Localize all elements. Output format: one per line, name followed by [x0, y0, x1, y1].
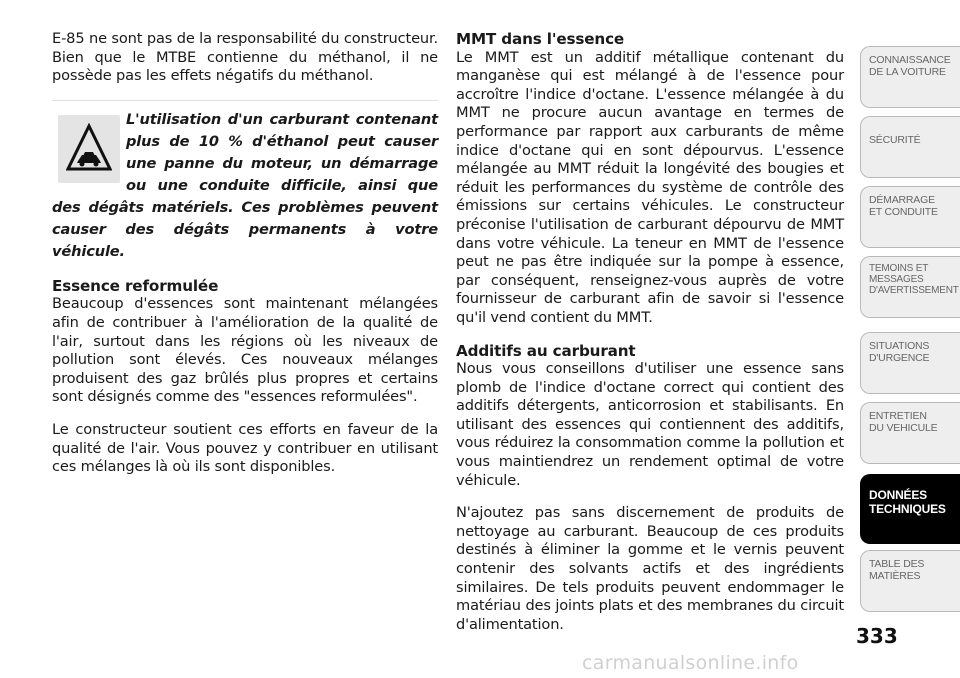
tab-connaissance[interactable]	[860, 46, 960, 108]
warning-text: L'utilisation d'un carburant contenant plus de 10 % d'éthanol peut causer une panne du moteur, un démarrage ou une conduite difficile, ainsi que des dégâts matériels. Ces problèmes peuvent causer des dégâts permanents à votre véhicule.	[52, 110, 438, 260]
section-title-reformulated: Essence reformulée	[52, 276, 219, 295]
tab-label: TEMOINS ET	[869, 263, 929, 274]
section-paragraph: Beaucoup d'essences sont maintenant mélangées afin de contribuer à l'amélioration de la qualité de l'air, surtout dans les régions où les niveaux de pollution sont élevés. Ces nouveaux mélanges produisent des gaz brûlés plus propres et certains sont désignés comme des "essences reformulées".	[52, 295, 438, 406]
tab-label: SÉCURITÉ	[869, 134, 921, 146]
tab-label: TABLE DES	[869, 558, 925, 570]
tab-donnees-techniques[interactable]	[860, 474, 960, 544]
tab-label: DÉMARRAGE	[869, 194, 935, 206]
page-number: 333	[856, 624, 898, 648]
tab-label: ENTRETIEN	[869, 410, 927, 422]
tab-securite[interactable]	[860, 116, 960, 178]
tab-label: D'URGENCE	[869, 351, 930, 364]
tab-entretien[interactable]	[860, 402, 960, 464]
warning-triangle-car-icon	[58, 115, 120, 183]
tab-label: ET CONDUITE	[869, 205, 938, 218]
tab-label: MATIÈRES	[869, 569, 921, 582]
tab-label: DU VEHICULE	[869, 421, 938, 434]
section-paragraph: Nous vous conseillons d'utiliser une essence sans plomb de l'indice d'octane correct qui contient des additifs détergents, anticorrosion et stabilisants. En utilisant des essences qui contiennent des additifs, vous réduirez la consommation comme la pollution et vous maintiendrez un rendement optimal de votre véhicule.	[456, 360, 844, 489]
warning-box	[52, 100, 438, 263]
tab-label: TECHNIQUES	[869, 501, 946, 516]
tab-label: DONNÉES	[869, 488, 927, 502]
tab-label: DE LA VOITURE	[869, 65, 946, 78]
tab-temoins[interactable]	[860, 256, 960, 318]
chapter-tabs	[850, 0, 960, 678]
left-column	[52, 30, 438, 491]
tab-label: CONNAISSANCE	[869, 54, 951, 66]
section-paragraph: Le MMT est un additif métallique contenant du manganèse qui est mélangé à de l'essence pour accroître l'indice d'octane. L'essence mélangée à du MMT ne procure aucun avantage en termes de performance par rapport aux carburants de même indice d'octane qui en sont dépourvus. L'essence mélangée au MMT réduit la longévité des bougies et réduit les performances du système de contrôle des émissions sur certains véhicules. Le constructeur préconise l'utilisation de carburant dépourvu de MMT dans votre véhicule. La teneur en MMT de l'essence peut ne pas être indiquée sur la pompe à essence, par conséquent, renseignez-vous auprès de votre fournisseur de carburant afin de savoir si l'essence qu'il vend contient du MMT.	[456, 48, 844, 326]
tab-table-des-matieres[interactable]	[860, 550, 960, 612]
section-title-mmt: MMT dans l'essence	[456, 30, 625, 48]
watermark-text: carmanualsonline.info	[582, 652, 799, 674]
tab-label: D'AVERTISSEMENT	[869, 285, 959, 296]
tab-demarrage[interactable]	[860, 186, 960, 248]
intro-paragraph: E-85 ne sont pas de la responsabilité du constructeur. Bien que le MTBE contienne du méthanol, il ne possède pas les effets négatifs du méthanol.	[52, 30, 438, 85]
right-column	[456, 30, 844, 648]
section-paragraph: Le constructeur soutient ces efforts en faveur de la qualité de l'air. Vous pouvez y contribuer en utilisant ces mélanges là où ils sont disponibles.	[52, 420, 438, 476]
tab-label: SITUATIONS	[869, 340, 930, 352]
tab-situations[interactable]	[860, 332, 960, 394]
section-title-additives: Additifs au carburant	[456, 341, 636, 360]
tab-label: MESSAGES	[869, 274, 924, 285]
section-paragraph: N'ajoutez pas sans discernement de produits de nettoyage au carburant. Beaucoup de ces produits destinés à éliminer la gomme et le vernis peuvent contenir des solvants actifs et des ingrédients similaires. De tels produits peuvent endommager le matériau des joints plats et des membranes du circuit d'alimentation.	[456, 504, 844, 633]
